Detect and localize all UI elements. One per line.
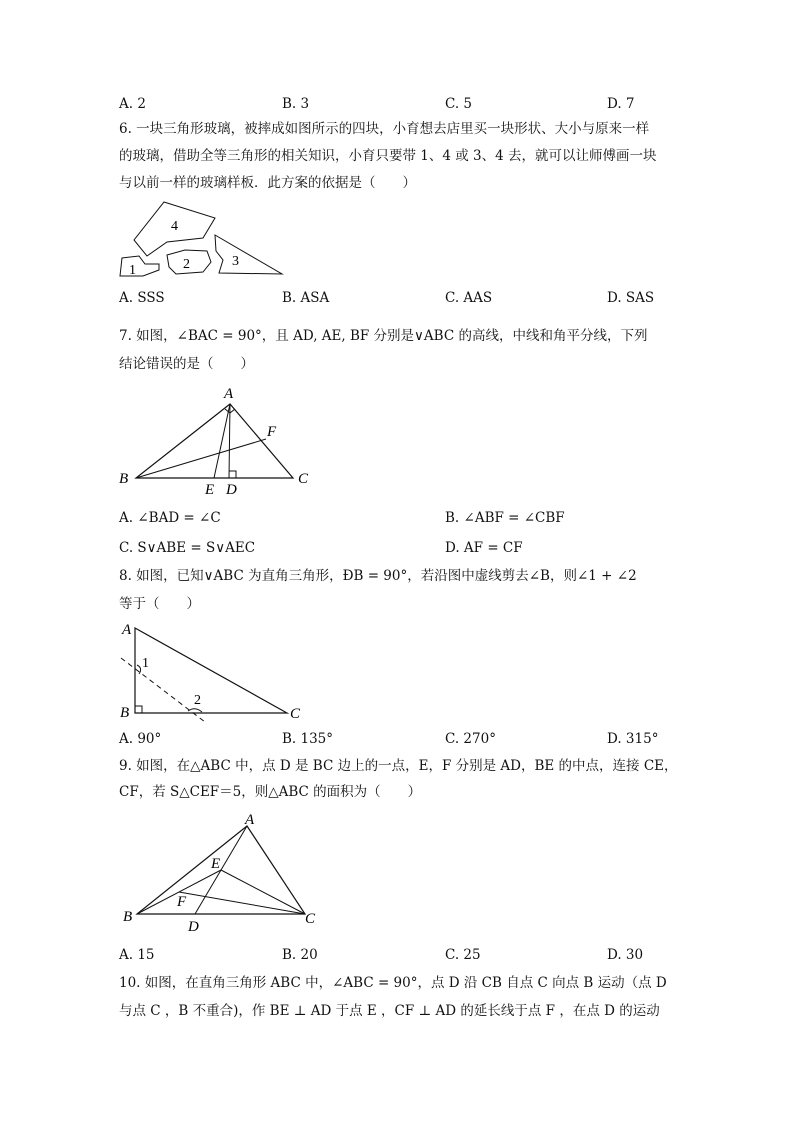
q9-stem-line2: CF，若 S△CEF＝5，则△ABC 的面积为（ ） (119, 784, 422, 800)
q6-option-b: B. ASA (282, 290, 330, 306)
q8-angle-1-label: 1 (142, 656, 149, 671)
q10-stem-line1: 10. 如图，在直角三角形 ABC 中，∠ABC = 90°，点 D 沿 CB 自点 C 向点 B 运动（点 D (119, 975, 667, 991)
q9-label-a: A (245, 812, 255, 828)
q7-label-f: F (267, 424, 277, 440)
q8-right-triangle-figure (115, 618, 315, 722)
piece-4-label: 4 (171, 219, 178, 234)
q8-stem-line1: 8. 如图，已知∨ABC 为直角三角形，ÐB = 90°，若沿图中虚线剪去∠B，则∠1 + ∠2 (119, 568, 637, 584)
q8-option-a: A. 90° (119, 731, 162, 747)
q7-option-b: B. ∠ABF = ∠CBF (445, 510, 565, 526)
q7-label-c: C (298, 471, 309, 487)
q8-angle-2-label: 2 (194, 693, 201, 708)
q8-option-c: C. 270° (445, 731, 496, 747)
q10-stem-line2: 与点 C ，B 不重合)，作 BE ⊥ AD 于点 E ，CF ⊥ AD 的延长线于点 F ，在点 D 的运动 (119, 1003, 660, 1019)
piece-1-label: 1 (129, 263, 136, 278)
q8-option-d: D. 315° (607, 731, 659, 747)
q7-label-b: B (119, 471, 129, 487)
q7-label-a: A (224, 386, 234, 402)
q9-label-f: F (177, 894, 187, 910)
q6-option-a: A. SSS (119, 290, 165, 306)
q7-option-a: A. ∠BAD = ∠C (119, 510, 221, 526)
q8-option-b: B. 135° (282, 731, 334, 747)
q7-option-d: D. AF = CF (445, 540, 523, 556)
q5-option-a: A. 2 (119, 96, 146, 112)
q9-stem-line1: 9. 如图，在△ABC 中，点 D 是 BC 边上的一点，E，F 分别是 AD，BE 的中点，连接 CE， (119, 758, 678, 774)
piece-2-label: 2 (183, 257, 190, 272)
q5-option-d: D. 7 (607, 96, 635, 112)
q5-option-c: C. 5 (445, 96, 473, 112)
q6-glass-figure (115, 198, 295, 282)
q9-option-b: B. 20 (282, 947, 318, 963)
q6-stem-line3: 与以前一样的玻璃样板．此方案的依据是（ ） (119, 175, 416, 191)
q7-stem-line1: 7. 如图，∠BAC = 90°，且 AD, AE, BF 分别是∨ABC 的高线，中线和角平分线，下列 (119, 328, 648, 344)
q9-label-d: D (188, 919, 199, 935)
q7-label-e: E (205, 482, 215, 498)
q8-label-b: B (120, 705, 130, 721)
q6-option-d: D. SAS (607, 290, 655, 306)
q7-option-c: C. S∨ABE = S∨AEC (119, 540, 256, 556)
q7-stem-line2: 结论错误的是（ ） (119, 356, 254, 372)
q8-label-c: C (290, 706, 301, 722)
q6-option-c: C. AAS (445, 290, 493, 306)
q9-option-c: C. 25 (445, 947, 481, 963)
q6-stem-line1: 6. 一块三角形玻璃，被摔成如图所示的四块，小育想去店里买一块形状、大小与原来一样 (119, 121, 650, 137)
q9-label-c: C (305, 911, 316, 927)
q9-label-b: B (123, 909, 133, 925)
q9-option-a: A. 15 (119, 947, 155, 963)
q8-label-a: A (122, 622, 132, 638)
q9-triangle-figure (115, 810, 330, 938)
q9-label-e: E (211, 856, 221, 872)
q7-label-d: D (226, 482, 237, 498)
q8-stem-line2: 等于（ ） (119, 596, 200, 612)
q5-option-b: B. 3 (282, 96, 310, 112)
q9-option-d: D. 30 (607, 947, 644, 963)
piece-3-label: 3 (232, 254, 239, 269)
q7-triangle-figure (115, 382, 325, 498)
q6-stem-line2: 的玻璃，借助全等三角形的相关知识，小育只要带 1、4 或 3、4 去，就可以让师傅画一块 (119, 148, 657, 164)
